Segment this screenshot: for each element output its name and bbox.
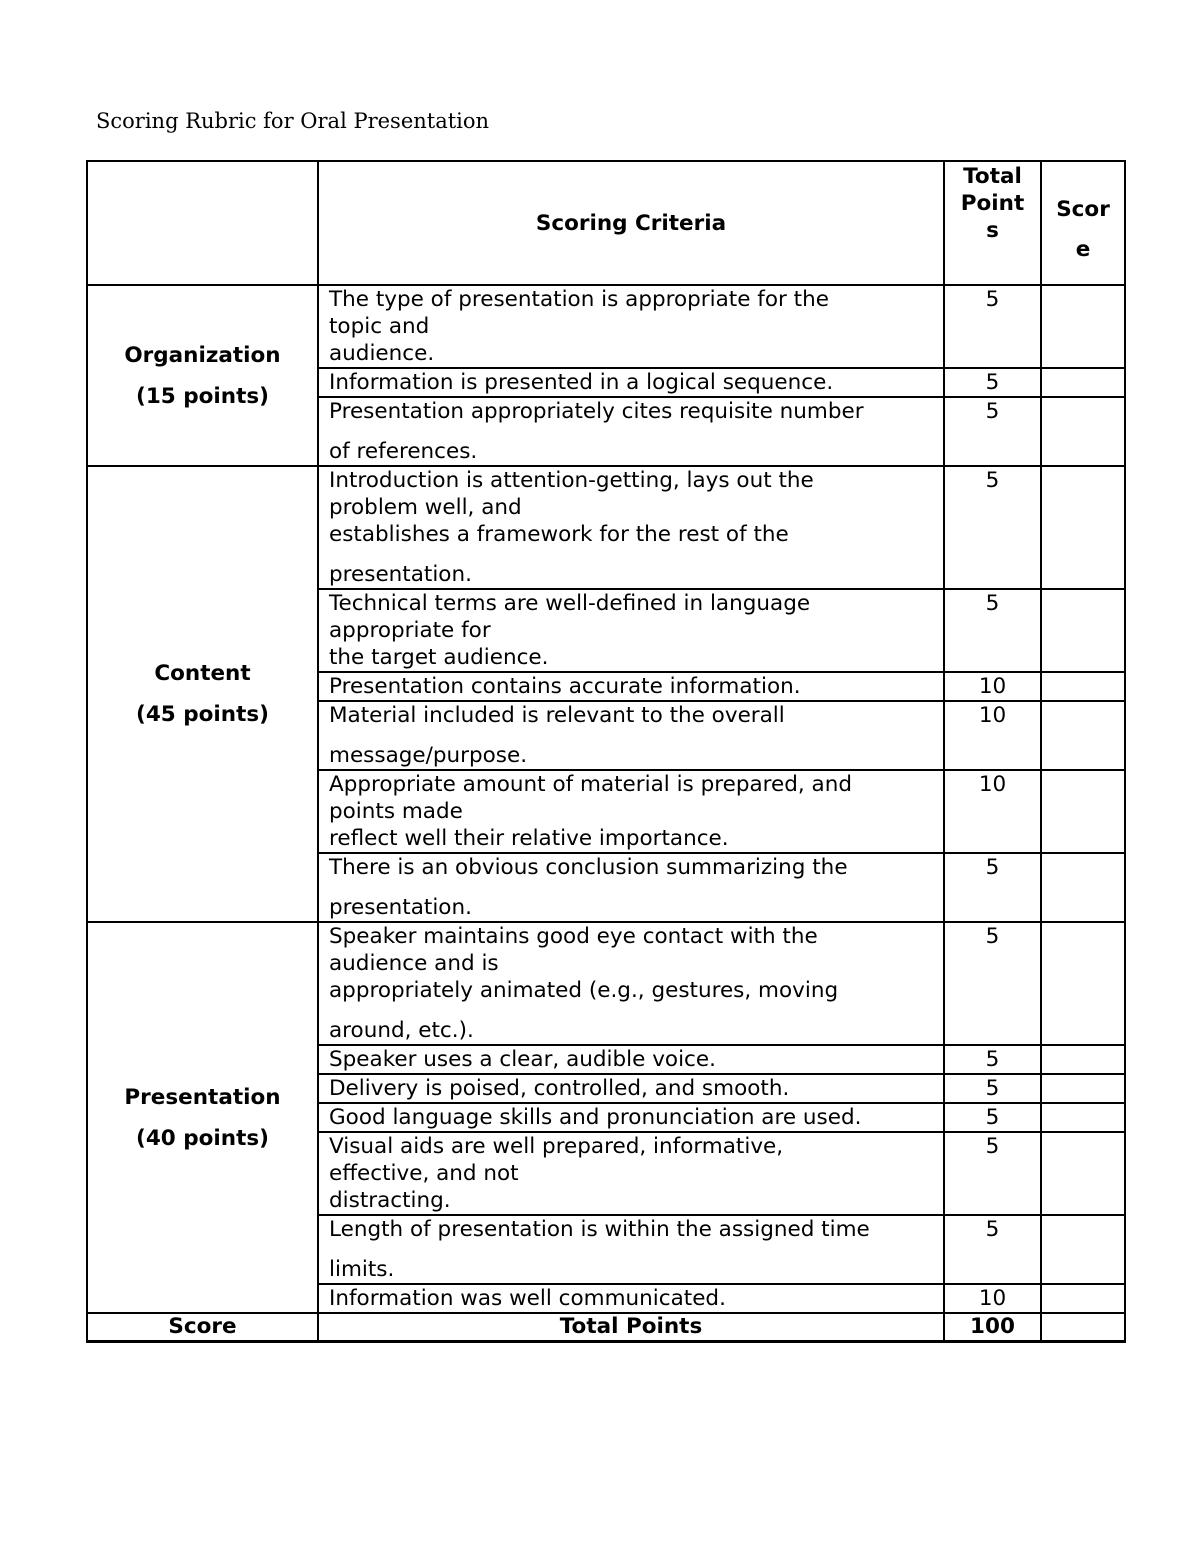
criterion-line: Visual aids are well prepared, informative,	[329, 1134, 784, 1159]
criterion-line: Information is presented in a logical sequence.	[329, 370, 834, 395]
points-cell: 10	[944, 672, 1041, 701]
points-cell: 10	[944, 1284, 1041, 1313]
criterion-line: presentation.	[329, 895, 472, 920]
score-entry-cell	[1041, 1103, 1125, 1132]
table-header-row	[87, 161, 1125, 285]
criterion-cell	[318, 922, 944, 1045]
points-cell: 10	[944, 770, 1041, 853]
score-entry-cell	[1041, 1074, 1125, 1103]
criterion-line: message/purpose.	[329, 743, 528, 768]
points-cell: 5	[944, 368, 1041, 397]
points-cell: 5	[944, 1045, 1041, 1074]
category-name: Organization	[124, 342, 281, 368]
header-score-line: e	[1075, 237, 1091, 262]
total-score-cell	[1041, 1313, 1125, 1342]
total-points-value: 100	[944, 1313, 1041, 1342]
points-cell: 5	[944, 285, 1041, 368]
criterion-line: of references.	[329, 439, 478, 464]
criterion-cell	[318, 1132, 944, 1215]
criterion-line: Presentation contains accurate information.	[329, 674, 801, 699]
category-name: Presentation	[124, 1084, 281, 1110]
criterion-line: Introduction is attention-getting, lays out the	[329, 468, 814, 493]
criterion-cell	[318, 1103, 944, 1132]
criterion-cell	[318, 701, 944, 770]
document-title: Scoring Rubric for Oral Presentation	[96, 109, 490, 133]
header-empty-cell	[87, 161, 318, 285]
rubric-table	[86, 160, 1126, 1343]
points-cell: 5	[944, 1132, 1041, 1215]
table-row	[87, 466, 1125, 589]
points-cell: 5	[944, 1074, 1041, 1103]
criterion-line: topic and	[329, 314, 430, 339]
criterion-line: appropriately animated (e.g., gestures, moving	[329, 978, 839, 1003]
criterion-cell	[318, 397, 944, 466]
criterion-line: around, etc.).	[329, 1018, 474, 1043]
score-entry-cell	[1041, 770, 1125, 853]
total-label: Score	[87, 1313, 318, 1342]
criterion-line: Good language skills and pronunciation are used.	[329, 1105, 862, 1130]
score-entry-cell	[1041, 1215, 1125, 1284]
category-cell	[87, 466, 318, 922]
header-total-points-line: s	[986, 218, 999, 243]
score-entry-cell	[1041, 589, 1125, 672]
header-total-points-line: Total	[963, 164, 1022, 189]
criterion-line: Appropriate amount of material is prepared, and	[329, 772, 853, 797]
criterion-cell	[318, 589, 944, 672]
criterion-line: Information was well communicated.	[329, 1286, 726, 1311]
criterion-cell	[318, 1074, 944, 1103]
header-total-points-line: Point	[960, 191, 1025, 216]
criterion-line: the target audience.	[329, 645, 549, 670]
category-points: (45 points)	[136, 702, 269, 727]
criterion-cell	[318, 1215, 944, 1284]
criterion-cell	[318, 770, 944, 853]
criterion-line: establishes a framework for the rest of the	[329, 522, 789, 547]
criterion-line: Speaker maintains good eye contact with the	[329, 924, 818, 949]
points-cell: 5	[944, 589, 1041, 672]
criterion-line: Delivery is poised, controlled, and smooth.	[329, 1076, 790, 1101]
header-criteria: Scoring Criteria	[318, 161, 944, 285]
header-score-line: Scor	[1056, 197, 1110, 222]
criterion-cell	[318, 368, 944, 397]
score-entry-cell	[1041, 466, 1125, 589]
total-criteria-label: Total Points	[318, 1313, 944, 1342]
points-cell: 5	[944, 853, 1041, 922]
points-cell: 5	[944, 922, 1041, 1045]
criterion-cell	[318, 466, 944, 589]
score-entry-cell	[1041, 672, 1125, 701]
criterion-line: Material included is relevant to the overall	[329, 703, 785, 728]
score-entry-cell	[1041, 701, 1125, 770]
header-total-points	[944, 161, 1041, 285]
criterion-cell	[318, 1045, 944, 1074]
criterion-line: audience and is	[329, 951, 499, 976]
criterion-line: The type of presentation is appropriate for the	[329, 287, 829, 312]
criterion-line: reflect well their relative importance.	[329, 826, 729, 851]
category-name: Content	[154, 661, 251, 686]
criterion-line: limits.	[329, 1257, 395, 1282]
total-row	[87, 1313, 1125, 1342]
criterion-line: There is an obvious conclusion summarizing the	[329, 855, 848, 880]
criterion-line: audience.	[329, 341, 435, 366]
criterion-line: Speaker uses a clear, audible voice.	[329, 1047, 716, 1072]
criterion-line: presentation.	[329, 562, 472, 587]
header-score	[1041, 161, 1125, 285]
criterion-line: points made	[329, 799, 463, 824]
points-cell: 5	[944, 1103, 1041, 1132]
category-points: (15 points)	[136, 383, 269, 409]
score-entry-cell	[1041, 922, 1125, 1045]
score-entry-cell	[1041, 397, 1125, 466]
criterion-line: effective, and not	[329, 1161, 519, 1186]
points-cell: 5	[944, 397, 1041, 466]
score-entry-cell	[1041, 1132, 1125, 1215]
score-entry-cell	[1041, 285, 1125, 368]
score-entry-cell	[1041, 853, 1125, 922]
table-row	[87, 922, 1125, 1045]
points-cell: 5	[944, 466, 1041, 589]
criterion-line: Length of presentation is within the assigned time	[329, 1217, 870, 1242]
score-entry-cell	[1041, 368, 1125, 397]
table-row	[87, 285, 1125, 368]
score-entry-cell	[1041, 1284, 1125, 1313]
criterion-line: Presentation appropriately cites requisite number	[329, 399, 864, 424]
rubric-table-body	[87, 161, 1125, 1342]
category-cell	[87, 922, 318, 1313]
points-cell: 5	[944, 1215, 1041, 1284]
criterion-cell	[318, 285, 944, 368]
criterion-cell	[318, 672, 944, 701]
criterion-line: distracting.	[329, 1188, 451, 1213]
criterion-line: Technical terms are well-defined in language	[329, 591, 811, 616]
criterion-cell	[318, 1284, 944, 1313]
criterion-line: problem well, and	[329, 495, 522, 520]
criterion-cell	[318, 853, 944, 922]
criterion-line: appropriate for	[329, 618, 491, 643]
points-cell: 10	[944, 701, 1041, 770]
category-points: (40 points)	[136, 1125, 269, 1151]
score-entry-cell	[1041, 1045, 1125, 1074]
category-cell	[87, 285, 318, 466]
